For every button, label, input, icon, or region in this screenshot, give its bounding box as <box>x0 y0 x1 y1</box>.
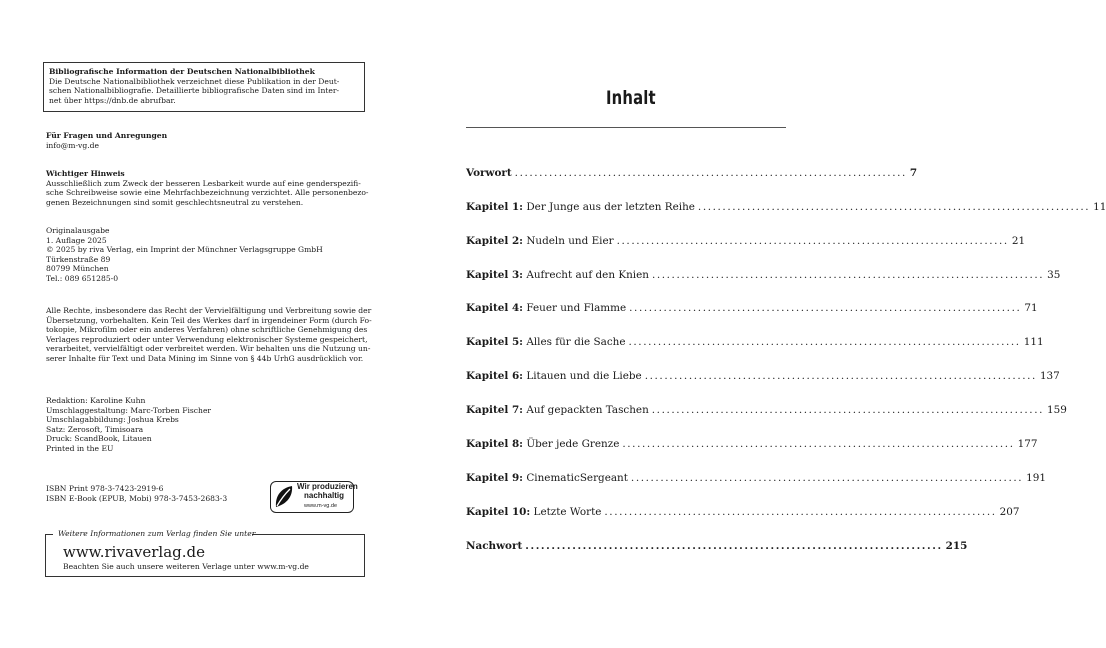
toc-chapter-title: Aufrecht auf den Knien <box>523 269 649 281</box>
edition-section <box>46 226 323 284</box>
publisher-url-link[interactable]: www.rivaverlag.de <box>63 543 206 561</box>
toc-chapter-number: Kapitel 2: <box>466 235 524 247</box>
edition-line: Tel.: 089 651285-0 <box>46 273 119 283</box>
contact-heading: Für Fragen und Anregungen <box>46 131 168 140</box>
toc-leader-dots: ................................................................................ <box>651 404 1044 416</box>
toc-chapter-title: Nudeln und Eier <box>523 235 614 247</box>
isbn-print: ISBN Print 978-3-7423-2919-6 <box>46 484 164 493</box>
biblio-line-2: schen Nationalbibliografie. Detaillierte bibliografische Daten sind im Inter- <box>49 86 340 96</box>
toc-leader-dots: ................................................................................ <box>514 167 907 179</box>
toc-entry-kapitel-7[interactable] <box>466 403 1067 417</box>
toc-chapter-number: Kapitel 1: <box>466 201 524 213</box>
toc-page-number: 21 <box>1011 235 1026 247</box>
toc-page-number: 111 <box>1023 336 1044 348</box>
notice-heading: Wichtiger Hinweis <box>46 169 125 178</box>
notice-section <box>46 169 369 207</box>
notice-line: sche Schreibweise sowie eine Mehrfachbezeichnung verzichtet. Alle personenbezo- <box>46 188 369 198</box>
toc-entry-vorwort[interactable] <box>466 166 918 180</box>
biblio-line-3: net über https://dnb.de abrufbar. <box>49 95 176 105</box>
toc-chapter-number: Kapitel 7: <box>466 404 524 416</box>
toc-page-number: 137 <box>1039 370 1060 382</box>
toc-leader-dots: ................................................................................ <box>697 201 1091 213</box>
isbn-ebook: ISBN E-Book (EPUB, Mobi) 978-3-7453-2683-3 <box>46 493 228 503</box>
toc-entry-kapitel-6[interactable] <box>466 369 1060 383</box>
toc-chapter-number: Kapitel 5: <box>466 336 524 348</box>
toc-leader-dots: ................................................................................ <box>616 235 1009 247</box>
toc-entry-kapitel-2[interactable] <box>466 234 1026 248</box>
toc-chapter-number: Nachwort <box>466 540 523 552</box>
credits-section <box>46 396 211 454</box>
toc-page-number: 177 <box>1017 438 1038 450</box>
credits-line: Printed in the EU <box>46 443 114 453</box>
toc-page-number: 35 <box>1047 269 1061 281</box>
notice-line: Ausschließlich zum Zweck der besseren Lesbarkeit wurde auf eine genderspezifi- <box>46 178 361 188</box>
toc-leader-dots: ................................................................................ <box>628 336 1021 348</box>
toc-entry-kapitel-1[interactable] <box>466 200 1106 214</box>
toc-chapter-title: Über jede Grenze <box>523 438 620 450</box>
biblio-line-1: Die Deutsche Nationalbibliothek verzeichnet diese Publikation in der Deut- <box>49 76 340 86</box>
toc-chapter-title: CinematicSergeant <box>523 472 628 484</box>
credits-line: Satz: Zerosoft, Timisoara <box>46 424 144 434</box>
toc-entry-kapitel-4[interactable] <box>466 301 1038 315</box>
credits-line: Umschlagabbildung: Joshua Krebs <box>46 415 179 425</box>
title-divider <box>466 127 786 128</box>
toc-page-number: 11 <box>1093 201 1106 213</box>
contact-section <box>46 131 167 150</box>
web-box-top-border <box>45 534 53 535</box>
toc-leader-dots: ................................................................................ <box>629 302 1022 314</box>
edition-line: Originalausgabe <box>46 226 110 235</box>
toc-chapter-number: Kapitel 9: <box>466 472 524 484</box>
rights-line: Alle Rechte, insbesondere das Recht der Vervielfältigung und Verbreitung sowie der <box>46 306 372 315</box>
edition-line: 80799 München <box>46 264 109 274</box>
credits-line: Umschlaggestaltung: Marc-Torben Fischer <box>46 405 212 415</box>
web-box-caption: Weitere Informationen zum Verlag finden Sie unter <box>58 529 256 538</box>
toc-chapter-title: Alles für die Sache <box>523 336 626 348</box>
toc-entry-kapitel-5[interactable] <box>466 335 1044 349</box>
toc-page-number: 215 <box>945 540 968 552</box>
rights-line: Verlages reproduziert oder unter Verwendung elektronischer Systeme gespeichert, <box>46 334 368 344</box>
toc-leader-dots: ................................................................................ <box>630 472 1024 484</box>
leaf-icon <box>273 484 295 514</box>
toc-chapter-number: Kapitel 4: <box>466 302 524 314</box>
toc-chapter-title: Litauen und die Liebe <box>523 370 642 382</box>
rights-line: verarbeitet, vervielfältigt oder verbreitet werden. Wir behalten uns die Nutzung un- <box>46 344 371 354</box>
toc-leader-dots: ................................................................................ <box>622 438 1015 450</box>
rights-section <box>46 306 372 364</box>
toc-chapter-number: Kapitel 3: <box>466 269 524 281</box>
toc-entry-kapitel-9[interactable] <box>466 471 1046 485</box>
toc-chapter-number: Kapitel 6: <box>466 370 524 382</box>
bibliographic-info-box <box>43 62 365 112</box>
toc-chapter-number: Kapitel 8: <box>466 438 524 450</box>
edition-line: 1. Auflage 2025 <box>46 235 107 245</box>
rights-line: tokopie, Mikrofilm oder ein anderes Verfahren) ohne schriftliche Genehmigung des <box>46 325 368 335</box>
toc-page-number: 159 <box>1047 404 1067 416</box>
biblio-heading: Bibliografische Information der Deutschen Nationalbibliothek <box>49 67 315 76</box>
toc-page-number: 71 <box>1024 302 1038 314</box>
toc-chapter-title: Letzte Worte <box>530 506 602 518</box>
toc-page-number: 191 <box>1026 472 1046 484</box>
badge-line-2: nachhaltig <box>304 491 345 500</box>
edition-line: Türkenstraße 89 <box>46 254 111 264</box>
toc-entry-nachwort[interactable] <box>466 539 968 553</box>
badge-line-3: www.m-vg.de <box>304 503 338 509</box>
toc-page-number: 7 <box>909 167 918 179</box>
credits-line: Redaktion: Karoline Kuhn <box>46 396 146 405</box>
toc-entry-kapitel-10[interactable] <box>466 505 1020 519</box>
toc-entry-kapitel-3[interactable] <box>466 268 1061 282</box>
toc-chapter-title: Feuer und Flamme <box>523 302 627 314</box>
badge-line-1: Wir produzieren <box>297 482 358 491</box>
page-title: Inhalt <box>606 87 656 109</box>
toc-leader-dots: ................................................................................ <box>644 370 1037 382</box>
web-box-top-border <box>252 534 365 535</box>
web-box-note: Beachten Sie auch unsere weiteren Verlage unter www.m-vg.de <box>63 562 309 571</box>
contact-email: info@m-vg.de <box>46 140 99 150</box>
toc-leader-dots: ................................................................................ <box>604 506 997 518</box>
toc-leader-dots: ................................................................................ <box>525 540 943 552</box>
toc-chapter-title: Der Junge aus der letzten Reihe <box>523 201 695 213</box>
toc-chapter-number: Vorwort <box>466 167 512 179</box>
toc-page-number: 207 <box>999 506 1020 518</box>
edition-line: © 2025 by riva Verlag, ein Imprint der Münchner Verlagsgruppe GmbH <box>46 245 323 255</box>
notice-line: genen Bezeichnungen sind somit geschlechtsneutral zu verstehen. <box>46 197 304 207</box>
toc-chapter-title: Auf gepackten Taschen <box>523 404 649 416</box>
rights-line: Übersetzung, vorbehalten. Kein Teil des Werkes darf in irgendeiner Form (durch Fo- <box>46 315 372 325</box>
toc-leader-dots: ................................................................................ <box>651 269 1045 281</box>
credits-line: Druck: ScandBook, Litauen <box>46 434 152 444</box>
rights-line: serer Inhalte für Text und Data Mining im Sinne von § 44b UrhG ausdrücklich vor. <box>46 353 364 363</box>
toc-entry-kapitel-8[interactable] <box>466 437 1038 451</box>
toc-chapter-number: Kapitel 10: <box>466 506 531 518</box>
isbn-section <box>46 484 227 503</box>
